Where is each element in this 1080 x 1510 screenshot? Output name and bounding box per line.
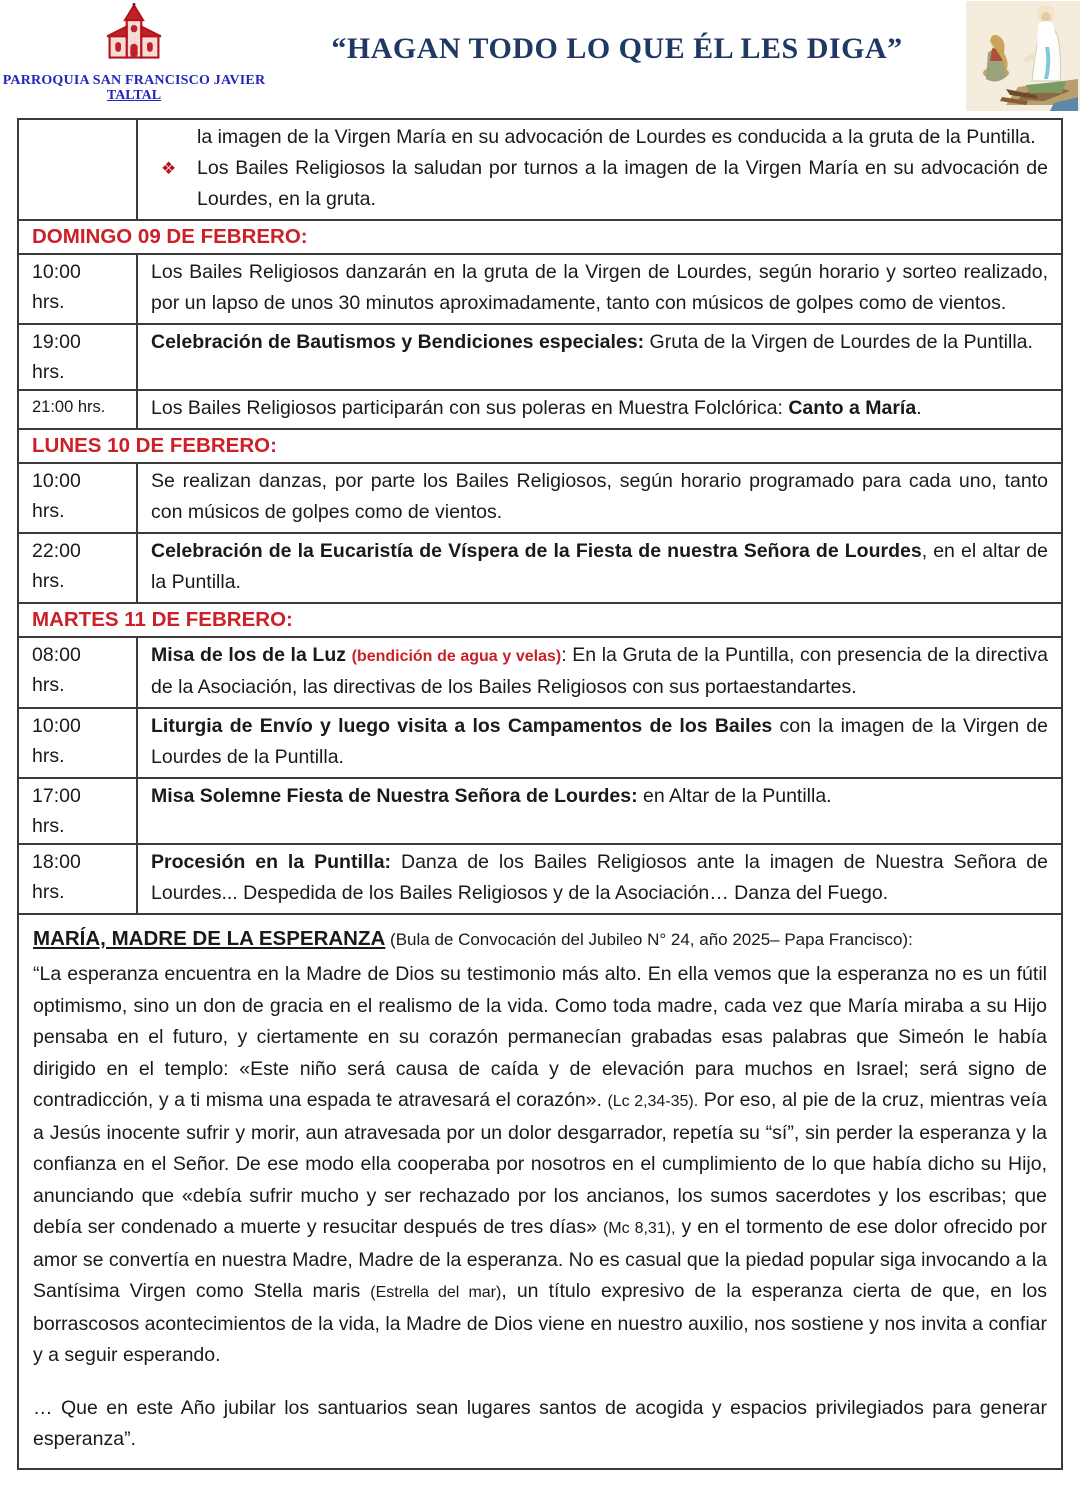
article-paragraph (33, 1393, 1047, 1456)
event-description (137, 533, 1062, 603)
event-time-line: 18:00 (32, 851, 81, 873)
event-time-line: 19:00 (32, 331, 81, 353)
event-row (18, 390, 1062, 429)
day-header-row (18, 429, 1062, 463)
article-cell (18, 914, 1062, 1469)
event-description (137, 778, 1062, 844)
day-header-label: MARTES 11 DE FEBRERO: (18, 603, 1062, 637)
event-row (18, 778, 1062, 844)
event-row (18, 533, 1062, 603)
text-segment: (bendición de agua y velas) (351, 648, 562, 665)
text-segment: Se realizan danzas, por parte los Bailes Religiosos, según horario programado para cada uno, tanto con músicos de golpes como de vientos. (151, 470, 1048, 523)
text-segment: (Estrella del mar) (370, 1284, 502, 1301)
text-segment: en Altar de la Puntilla. (637, 785, 832, 807)
event-row (18, 637, 1062, 708)
text-segment: … Que en este Año jubilar los santuarios sean lugares santos de acogida y espacios privilegiados para generar esperanza”. (33, 1396, 1047, 1450)
event-time (18, 254, 137, 324)
bullet-item (151, 153, 1048, 215)
text-segment: Misa de los de la Luz (151, 644, 352, 666)
event-row (18, 708, 1062, 778)
event-time-line: hrs. (32, 815, 65, 837)
event-description (137, 324, 1062, 390)
parish-logo-block (0, 0, 268, 104)
event-time (18, 637, 137, 708)
page-header (0, 0, 1080, 118)
event-row (18, 324, 1062, 390)
event-time (18, 463, 137, 533)
continuation-text: la imagen de la Virgen María en su advocación de Lourdes es conducida a la gruta de la Puntilla. (197, 126, 1036, 148)
text-segment: Gruta de la Virgen de Lourdes de la Puntilla. (644, 331, 1033, 353)
text-segment: Procesión en la Puntilla: (151, 851, 392, 873)
text-segment: : En la Gruta de la Puntilla, con presencia de la directiva de la Asociación, las directivas de los Bailes Religiosos con sus portaestandartes. (151, 644, 1048, 698)
org-name: PARROQUIA SAN FRANCISCO JAVIER (2, 73, 266, 88)
text-segment: Canto a María (788, 397, 917, 419)
event-time-line: hrs. (32, 881, 65, 903)
event-time (18, 324, 137, 390)
event-description (137, 463, 1062, 533)
schedule-table (17, 118, 1063, 1470)
event-time-line: hrs. (32, 745, 65, 767)
event-description (137, 254, 1062, 324)
virgen-de-lourdes-image (966, 1, 1080, 115)
event-time-line: hrs. (32, 674, 65, 696)
article-heading-title: MARÍA, MADRE DE LA ESPERANZA (33, 927, 386, 950)
bullet-text: Los Bailes Religiosos la saludan por turnos a la imagen de la Virgen María en su advocación de Lourdes, en la gruta. (197, 157, 1048, 210)
intro-row (18, 119, 1062, 220)
text-segment: Celebración de Bautismos y Bendiciones especiales: (151, 331, 645, 353)
event-description (137, 844, 1062, 914)
event-time (18, 844, 137, 914)
article-row (18, 914, 1062, 1469)
event-row (18, 844, 1062, 914)
intro-content-cell (137, 119, 1062, 220)
text-segment: Por eso, al pie de la cruz, mientras veía a Jesús inocente sufrir y morir, aun atravesada por un dolor desgarrador, repetía su “sí”, sin perder la esperanza y la confianza en el Señor. De ese modo ella cooperaba por nosotros en el cumplimiento de lo que había dicho su Hijo, anunciando que «debía sufrir mucho y ser rechazado por los ancianos, los sumos sacerdotes y los escribas; que debía ser condenado a muerte y resucitar después de tres días» (33, 1089, 1048, 1238)
event-time (18, 778, 137, 844)
event-time-line: 22:00 (32, 540, 81, 562)
text-segment: Celebración de la Eucaristía de Víspera de la Fiesta de nuestra Señora de Lourdes (151, 540, 922, 562)
event-row (18, 254, 1062, 324)
event-time (18, 533, 137, 603)
text-segment: “La esperanza encuentra en la Madre de Dios su testimonio más alto. En ella vemos que la esperanza no es un fútil optimismo, sino un don de gracia en el realismo de la vida. Como toda madre, cada vez que María miraba a su Hijo pensaba en el futuro, y ciertamente en su corazón permanecían grabadas esas palabras que Simeón le había dirigido en el templo: «Este niño será causa de caída y de elevación para muchos en Israel; será signo de contradicción, y a ti misma una espada te atravesará el corazón». (33, 963, 1047, 1111)
event-time-line: hrs. (32, 361, 65, 383)
text-segment: Liturgia de Envío y luego visita a los Campamentos de los Bailes (151, 715, 773, 737)
day-header-row (18, 603, 1062, 637)
text-segment: , en el altar de la Puntilla. (151, 540, 1048, 593)
day-header-row (18, 220, 1062, 254)
event-time (18, 390, 137, 429)
org-city: TALTAL (106, 88, 162, 103)
article-paragraph (33, 959, 1047, 1372)
day-header-label: DOMINGO 09 DE FEBRERO: (18, 220, 1062, 254)
virgen-de-lourdes-illustration (966, 1, 1080, 115)
day-header-label: LUNES 10 DE FEBRERO: (18, 429, 1062, 463)
diamond-bullet-icon: ❖ (161, 159, 177, 178)
church-icon (93, 3, 175, 73)
event-time-line: 08:00 (32, 644, 81, 666)
event-time-line: hrs. (32, 291, 65, 313)
event-description (137, 637, 1062, 708)
text-segment: . (916, 397, 922, 419)
event-time-line: hrs. (32, 570, 65, 592)
text-segment: Misa Solemne Fiesta de Nuestra Señora de Lourdes: (151, 785, 638, 807)
event-time-line: 10:00 (32, 261, 81, 283)
article-heading (33, 922, 1047, 957)
event-time-line: hrs. (32, 500, 65, 522)
article-heading-note: (Bula de Convocación del Jubileo N° 24, año 2025– Papa Francisco): (385, 930, 913, 949)
text-segment: Los Bailes Religiosos participarán con sus poleras en Muestra Folclórica: (151, 397, 789, 419)
event-time-line: 10:00 (32, 715, 81, 737)
event-time-line: 21:00 hrs. (32, 398, 106, 416)
text-segment: Los Bailes Religiosos danzarán en la gruta de la Virgen de Lourdes, según horario y sorteo realizado, por un lapso de unos 30 minutos aproximadamente, tanto con músicos de golpes como de vientos. (151, 261, 1048, 314)
text-segment: Danza de los Bailes Religiosos ante la imagen de Nuestra Señora de Lourdes... Despedida de los Bailes Religiosos y de la Asociación… Danza del Fuego. (151, 851, 1049, 904)
page-title: “HAGAN TODO LO QUE ÉL LES DIGA” (331, 32, 903, 65)
empty-time-cell (18, 119, 137, 220)
event-description (137, 708, 1062, 778)
event-description (137, 390, 1062, 429)
event-row (18, 463, 1062, 533)
schedule-body (18, 119, 1062, 1469)
text-segment: con la imagen de la Virgen de Lourdes de la Puntilla. (151, 715, 1048, 768)
event-time-line: 17:00 (32, 785, 81, 807)
text-segment: y en el tormento de ese dolor ofrecido por amor se convertía en nuestra Madre, Madre de la esperanza. No es casual que la piedad popular siga invocando a la Santísima Virgen como Stella maris (33, 1216, 1047, 1302)
text-segment: (Lc 2,34-35). (607, 1093, 699, 1110)
event-time (18, 708, 137, 778)
text-segment: (Mc 8,31), (602, 1220, 676, 1237)
text-segment: , un título expresivo de la esperanza cierta de que, en los borrascosos acontecimientos de la vida, la Madre de Dios viene en nuestro auxilio, nos sostiene y nos invita a confiar y a seguir esperando. (33, 1280, 1048, 1366)
event-time-line: 10:00 (32, 470, 81, 492)
